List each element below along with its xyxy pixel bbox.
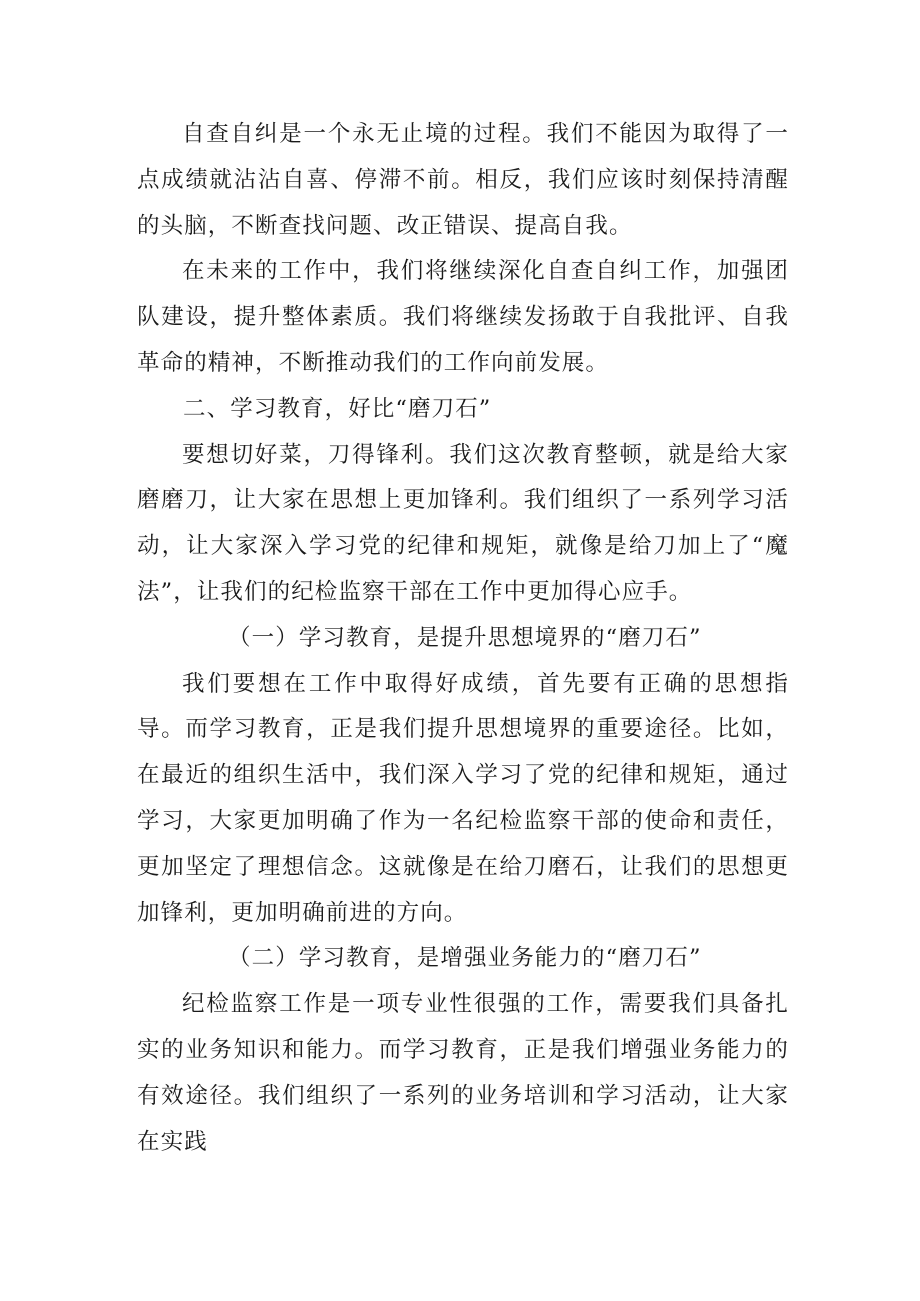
paragraph-thought-guidance: 我们要想在工作中取得好成绩，首先要有正确的思想指导。而学习教育，正是我们提升思想境界的重要途径。比如，在最近的组织生活中，我们深入学习了党的纪律和规矩，通过学习，大家更加明确了作为一名纪检监察干部的使命和责任，更加坚定了理想信念。这就像是在给刀磨石，让我们的思想更加锋利，更加明确前进的方向。 [137,670,789,926]
paragraph-future-work: 在未来的工作中，我们将继续深化自查自纠工作，加强团队建设，提升整体素质。我们将继续发扬敢于自我批评、自我革命的精神，不断推动我们的工作向前发展。 [137,258,789,376]
paragraph-self-inspection: 自查自纠是一个永无止境的过程。我们不能因为取得了一点成绩就沾沾自喜、停滞不前。相反，我们应该时刻保持清醒的头脑，不断查找问题、改正错误、提高自我。 [137,121,789,239]
subsection-heading-ability: （二）学习教育，是增强业务能力的“磨刀石” [228,945,702,972]
section-heading-learning-education: 二、学习教育，好比“磨刀石” [183,395,492,422]
paragraph-business-ability: 纪检监察工作是一项专业性很强的工作，需要我们具备扎实的业务知识和能力。而学习教育，正是我们增强业务能力的有效途径。我们组织了一系列的业务培训和学习活动，让大家在实践 [137,991,789,1155]
paragraph-sharpen-knife: 要想切好菜，刀得锋利。我们这次教育整顿，就是给大家磨磨刀，让大家在思想上更加锋利。我们组织了一系列学习活动，让大家深入学习党的纪律和规矩，就像是给刀加上了“魔法”，让我们的纪检监察干部在工作中更加得心应手。 [137,441,789,605]
document-body [137,112,789,1165]
subsection-heading-thought: （一）学习教育，是提升思想境界的“磨刀石” [228,624,702,651]
